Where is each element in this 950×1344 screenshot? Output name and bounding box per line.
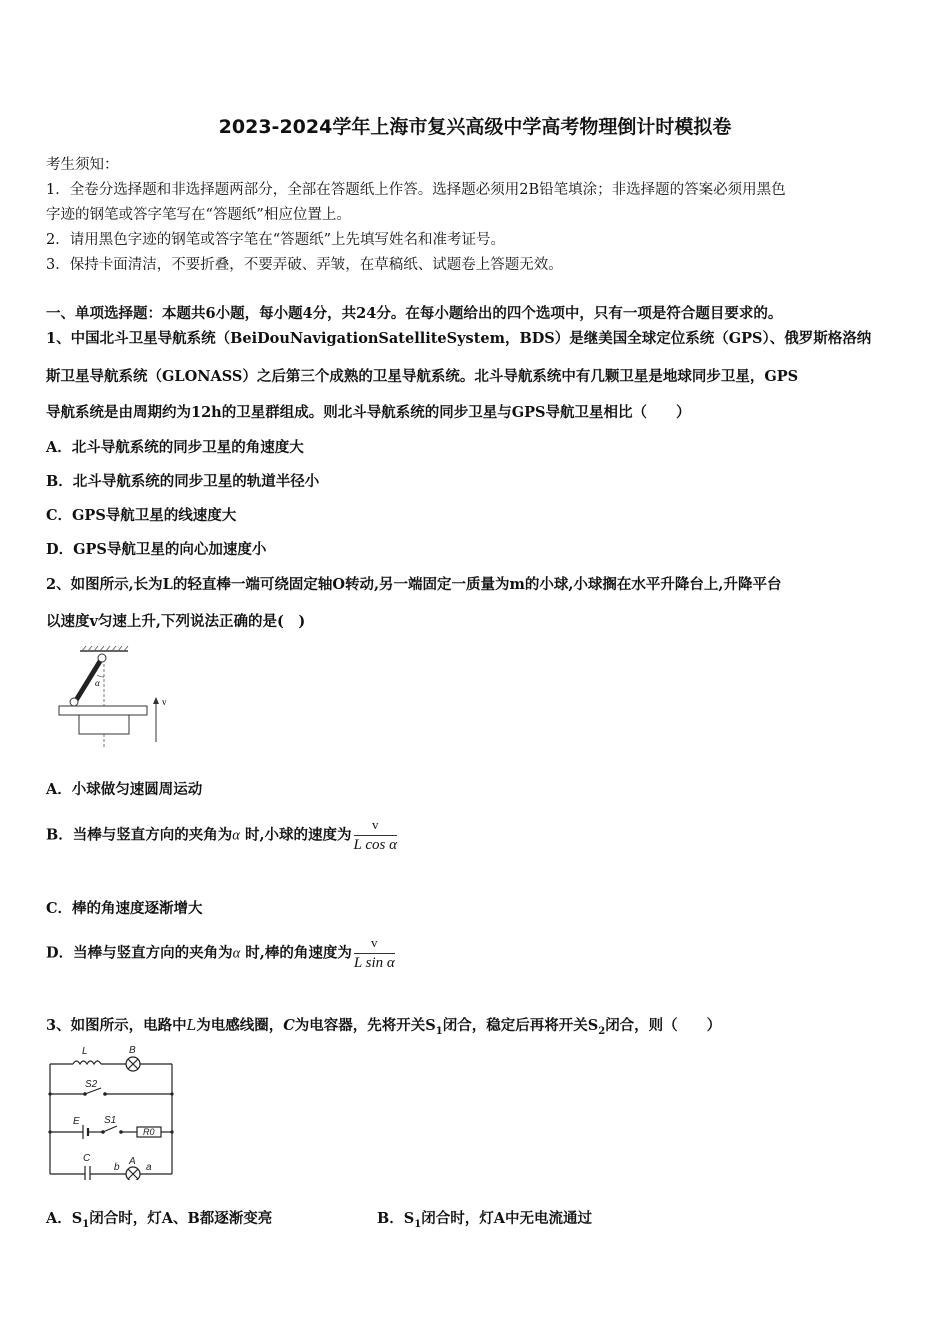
alpha-label: α xyxy=(95,678,100,688)
q3-stem: 3、如图所示，电路中L为电感线圈，C为电容器，先将开关$S_1$闭合，稳定后再将开关$S_2$闭合，则（ ） xyxy=(46,1017,722,1037)
q2-option-b: B．当棒与竖直方向的夹角为α 时,小球的速度为 $\frac{v}{\text{L cos α}}$ xyxy=(46,817,397,853)
angular-speed-formula: $\frac{v}{\text{L sin α}}$ xyxy=(353,935,395,971)
alpha-symbol: α xyxy=(232,827,240,844)
q1-option-d: D．GPS导航卫星的向心加速度小 xyxy=(46,541,267,558)
lamp-a-label: A xyxy=(129,1156,136,1167)
node-a-label: a xyxy=(146,1162,152,1173)
q1-stem-line: 斯卫星导航系统（GLONASS）之后第三个成熟的卫星导航系统。北斗导航系统中有几颗卫星是地球同步卫星，GPS xyxy=(46,368,799,385)
speed-formula: $\frac{v}{\text{L cos α}}$ xyxy=(353,817,397,853)
q1-stem-line: 导航系统是由周期约为12h的卫星群组成。则北斗导航系统的同步卫星与GPS导航卫星相比（ ） xyxy=(46,404,691,421)
section-heading: 一、单项选择题：本题共6小题，每小题4分，共24分。在每小题给出的四个选项中，只有一项是符合题目要求的。 xyxy=(46,305,783,322)
q2-option-d: D．当棒与竖直方向的夹角为α 时,棒的角速度为 $\frac{v}{\text{L sin α}}$ xyxy=(46,935,395,971)
q2-option-a: A．小球做匀速圆周运动 xyxy=(46,781,203,798)
page-title: 2023-2024学年上海市复兴高级中学高考物理倒计时模拟卷 xyxy=(218,116,732,138)
node-b-label: b xyxy=(114,1162,120,1173)
q2-option-c: C．棒的角速度逐渐增大 xyxy=(46,900,203,917)
q3-option-b: B．$S_1$闭合时，灯A中无电流通过 xyxy=(377,1210,592,1230)
capacitor-label: C xyxy=(83,1153,91,1164)
notice-item: 1．全卷分选择题和非选择题两部分，全部在答题纸上作答。选择题必须用2B铅笔填涂；非选择题的答案必须用黑色 xyxy=(46,182,786,198)
notice-heading: 考生须知： xyxy=(46,157,119,173)
alpha-symbol: α xyxy=(232,945,241,962)
notice-item: 2．请用黑色字迹的钢笔或答字笔在“答题纸”上先填写姓名和准考证号。 xyxy=(46,232,506,248)
q2-rod-figure xyxy=(55,645,185,750)
q3-circuit-figure xyxy=(45,1040,180,1180)
q2-stem-line: 2、如图所示,长为L的轻直棒一端可绕固定轴O转动,另一端固定一质量为m的小球,小球搁在水平升降台上,升降平台 xyxy=(46,576,782,593)
q1-option-c: C．GPS导航卫星的线速度大 xyxy=(46,507,237,524)
lamp-b-label: B xyxy=(129,1045,136,1056)
battery-label: E xyxy=(73,1116,80,1127)
q3-option-a: A．$S_1$闭合时，灯A、B都逐渐变亮 xyxy=(46,1210,273,1230)
switch-s1-label: S1 xyxy=(104,1115,117,1126)
notice-item: 字迹的钢笔或答字笔写在“答题纸”相应位置上。 xyxy=(46,207,351,223)
q1-option-b: B．北斗导航系统的同步卫星的轨道半径小 xyxy=(46,473,320,490)
resistor-label: R0 xyxy=(143,1127,155,1137)
notice-item: 3．保持卡面清洁，不要折叠，不要弄破、弄皱，在草稿纸、试题卷上答题无效。 xyxy=(46,257,563,273)
velocity-label: v xyxy=(162,697,167,707)
switch-s2-label: S2 xyxy=(85,1079,98,1090)
q1-option-a: A．北斗导航系统的同步卫星的角速度大 xyxy=(46,439,304,456)
q2-stem-line: 以速度v匀速上升,下列说法正确的是( ) xyxy=(46,613,306,630)
q1-stem-line: 1、中国北斗卫星导航系统（BeiDouNavigationSatelliteSystem，BDS）是继美国全球定位系统（GPS）、俄罗斯格洛纳 xyxy=(46,330,872,347)
inductor-label: L xyxy=(82,1046,88,1057)
